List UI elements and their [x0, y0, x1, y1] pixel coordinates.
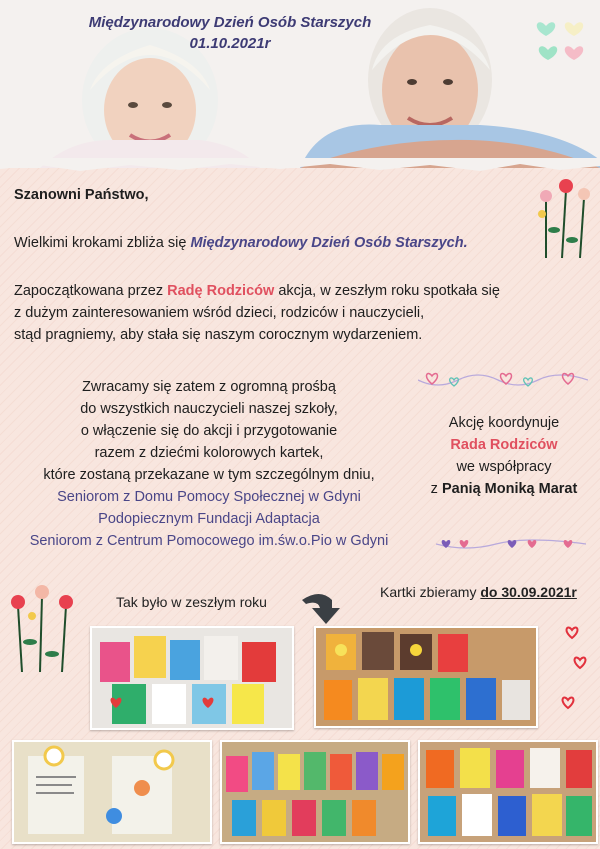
history-line-3: stąd pragniemy, aby stała się naszym corocznym wydarzeniem. — [14, 327, 423, 343]
photo-cards-2 — [314, 626, 538, 728]
intro-text: Wielkimi krokami zbliża się — [14, 235, 191, 251]
request-line: które zostaną przekazane w tym szczególnym dniu, — [43, 467, 375, 483]
history-text-b: akcja, w zeszłym roku spotkała się — [274, 283, 500, 299]
rada-rodzicow-highlight: Radę Rodziców — [167, 283, 275, 299]
photo-cards-1 — [90, 626, 294, 730]
curved-arrow-icon — [298, 586, 346, 626]
request-line: razem z dziećmi kolorowych kartek, — [94, 445, 324, 461]
recipient-line: Seniorom z Centrum Pomocowego im.św.o.Pio w Gdyni — [29, 533, 389, 549]
coordinator-person: Panią Moniką Marat — [441, 481, 578, 497]
deadline-prefix: Kartki zbieramy — [380, 584, 481, 600]
coordinator-block — [408, 412, 600, 500]
flowers-bottom-left-icon — [2, 576, 80, 672]
flowers-decoration-icon — [532, 170, 594, 258]
request-line: Zwracamy się zatem z ogromną prośbą — [82, 379, 336, 395]
coordinator-line-1: Akcję koordynuje — [448, 415, 560, 431]
torn-paper-edge — [0, 158, 600, 176]
title-line-1: Międzynarodowy Dzień Osób Starszych — [88, 14, 372, 31]
heart-garland-icon — [418, 366, 588, 394]
intro-emphasis: Międzynarodowy Dzień Osób Starszych. — [190, 235, 468, 251]
request-line: o włączenie się do akcji i przygotowanie — [80, 423, 338, 439]
coordinator-prefix: z — [430, 481, 442, 497]
request-line: do wszystkich nauczycieli naszej szkoły, — [80, 401, 338, 417]
title-date: 01.10.2021r — [189, 35, 271, 52]
page-title — [60, 12, 400, 54]
paragraph-intro — [14, 232, 468, 254]
history-text-a: Zapoczątkowana przez — [14, 283, 168, 299]
coordinator-organization: Rada Rodziców — [450, 437, 558, 453]
deadline-date: do 30.09.2021r — [480, 584, 577, 600]
coordinator-line-3: we współpracy — [456, 459, 552, 475]
history-line-2: z dużym zainteresowaniem wśród dzieci, rodziców i nauczycieli, — [14, 305, 425, 321]
deadline-text — [380, 584, 577, 600]
greeting: Szanowni Państwo, — [14, 187, 149, 203]
red-hearts-icon — [554, 620, 598, 728]
paragraph-history — [14, 280, 500, 346]
request-paragraph — [0, 376, 418, 552]
hearts-decoration-icon — [532, 6, 590, 64]
photo-cards-4 — [220, 740, 410, 844]
photo-cards-3 — [12, 740, 212, 844]
gallery-caption: Tak było w zeszłym roku — [116, 594, 267, 610]
recipient-line: Seniorom z Domu Pomocy Społecznej w Gdyni — [57, 489, 361, 505]
recipient-line: Podopiecznym Fundacji Adaptacja — [98, 511, 320, 527]
photo-cards-5 — [418, 740, 598, 844]
small-heart-garland-icon — [436, 534, 586, 556]
